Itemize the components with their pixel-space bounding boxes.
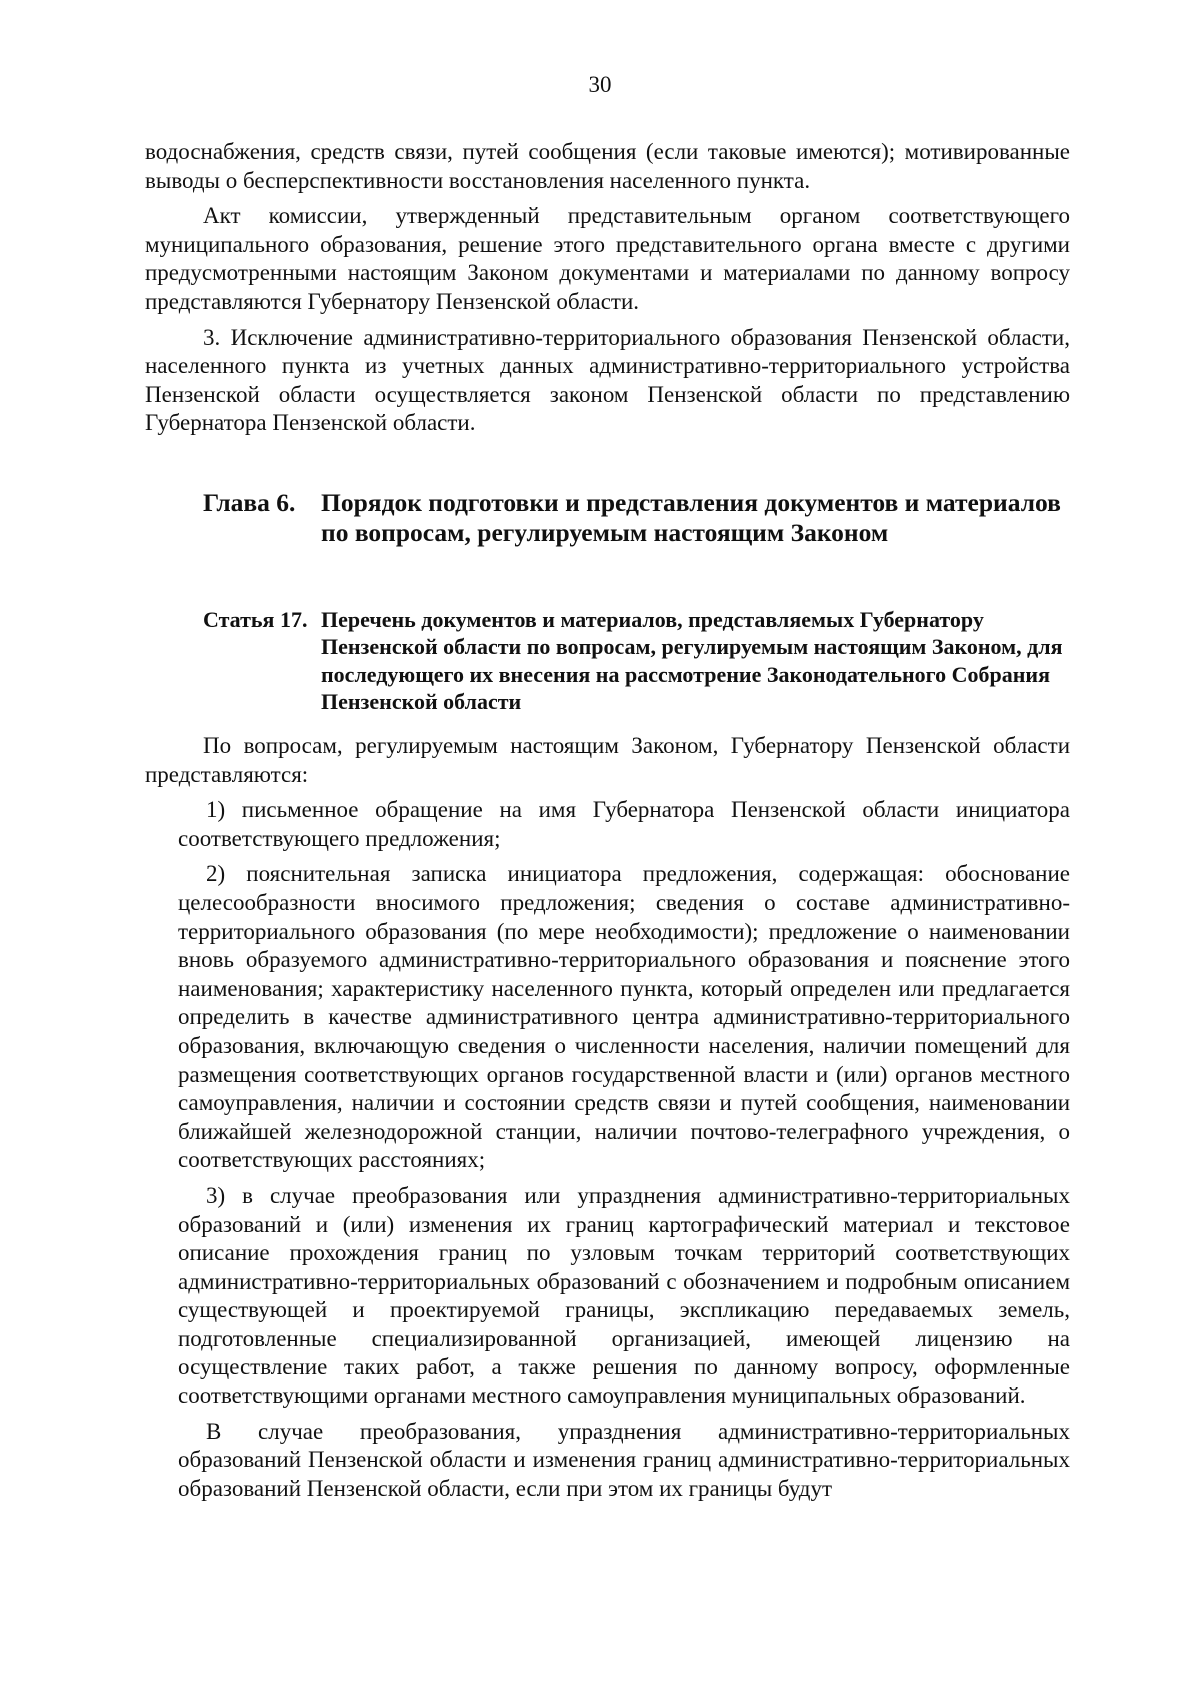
top-text-block — [145, 138, 1070, 438]
list-item-2: 2) пояснительная записка инициатора предложения, содержащая: обоснование целесообразности вносимого предложения; сведения о составе административно-территориального образования (по мере необходимости); предложение о наименовании вновь образуемого административно-территориального образования и пояснение этого наименования; характеристику населенного пункта, который определен или предлагается определить в качестве административного центра административно-территориального образования, включающую сведения о численности населения, наличии помещений для размещения соответствующих органов государственной власти и (или) органов местного самоуправления, наличии и состоянии средств связи и путей сообщения, наименовании ближайшей железнодорожной станции, наличии почтово-телеграфного учреждения, о соответствующих расстояниях; — [178, 861, 1070, 1173]
chapter-label: Глава 6. — [203, 488, 296, 517]
article-title: Перечень документов и материалов, представляемых Губернатору Пензенской области по вопросам, регулируемым настоящим Законом, для последующего их внесения на рассмотрение Законодательного Собрания Пензенской области — [321, 607, 1063, 715]
paragraph-item-3: 3. Исключение административно-территориального образования Пензенской области, населенного пункта из учетных данных административно-территориального устройства Пензенской области осуществляется законом Пензенской области по представлению Губернатора Пензенской области. — [145, 324, 1070, 436]
chapter-title: Порядок подготовки и представления документов и материалов по вопросам, регулируемым настоящим Законом — [321, 488, 1061, 547]
list-item-3: 3) в случае преобразования или упразднения административно-территориальных образований и (или) изменения их границ картографический материал и текстовое описание прохождения границ по узловым точкам территорий соответствующих административно-территориальных образований с обозначением и подробным описанием существующей и проектируемой границы, экспликацию передаваемых земель, подготовленные специализированной организацией, имеющей лицензию на осуществление таких работ, а также решения по данному вопросу, оформленные соответствующими органами местного самоуправления муниципальных образований. — [178, 1182, 1070, 1409]
article-heading — [203, 606, 1073, 716]
page-number: 30 — [588, 72, 612, 97]
chapter-heading — [203, 488, 1063, 548]
article-body — [145, 732, 1070, 1503]
final-paragraph: В случае преобразования, упразднения административно-территориальных образований Пензенской области и изменения границ административно-территориальных образований Пензенской области, если при этом их границы будут — [178, 1418, 1070, 1501]
article-intro: По вопросам, регулируемым настоящим Законом, Губернатору Пензенской области представляются: — [145, 733, 1070, 787]
paragraph-commission-act: Акт комиссии, утвержденный представительным органом соответствующего муниципального образования, решение этого представительного органа вместе с другими предусмотренными настоящим Законом документами и материалами по данному вопросу представляются Губернатору Пензенской области. — [145, 203, 1070, 314]
list-item-1: 1) письменное обращение на имя Губернатора Пензенской области инициатора соответствующего предложения; — [178, 797, 1070, 851]
article-label: Статья 17. — [203, 607, 308, 632]
paragraph-continued: водоснабжения, средств связи, путей сообщения (если таковые имеются); мотивированные выводы о бесперспективности восстановления населенного пункта. — [145, 139, 1070, 193]
